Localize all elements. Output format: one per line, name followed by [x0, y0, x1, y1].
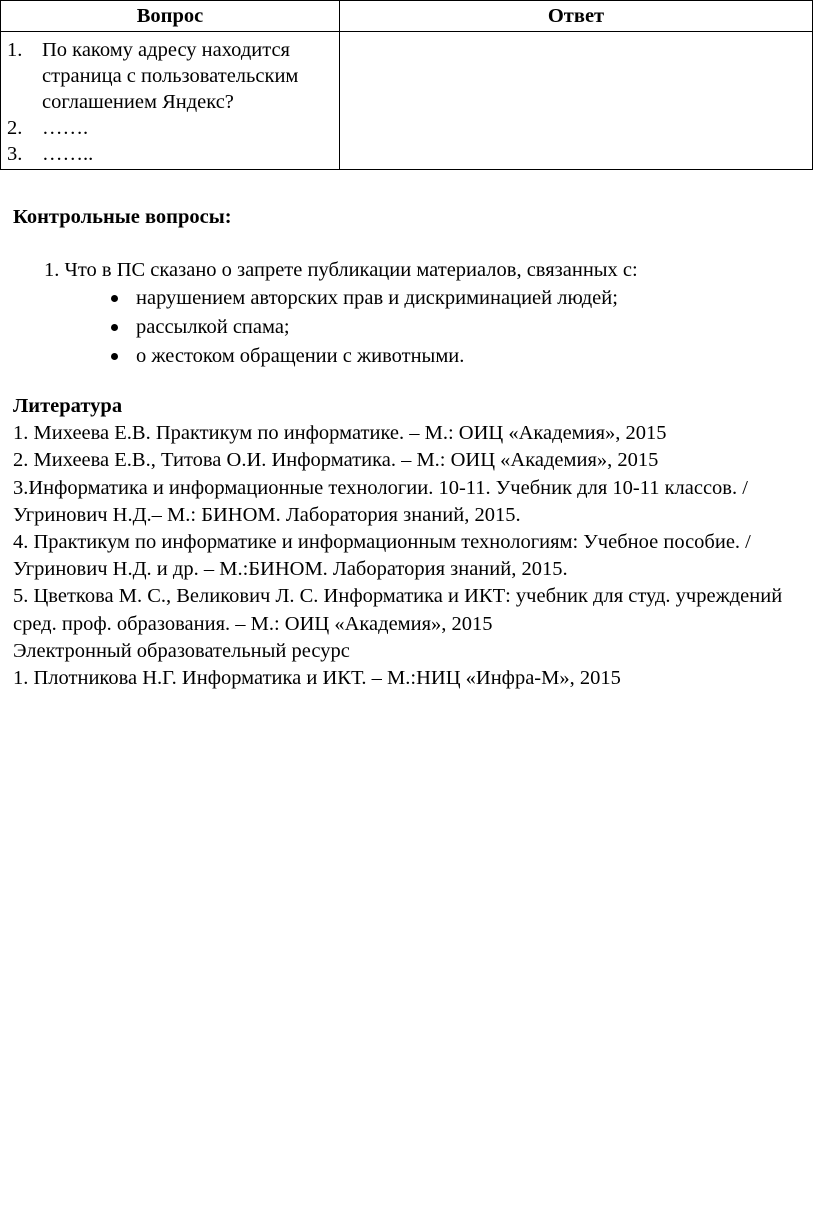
control-questions-section	[13, 203, 803, 371]
electronic-resource-item: 1. Плотникова Н.Г. Информатика и ИКТ. – М.:НИЦ «Инфра-М», 2015	[13, 667, 621, 690]
question-list	[1, 32, 339, 169]
question-number: 3.	[7, 143, 23, 165]
literature-item: 4. Практикум по информатике и информационным технологиям: Учебное пособие. / Угринович Н.Д. и др. – М.:БИНОМ. Лаборатория знаний, 2015.	[13, 531, 751, 581]
electronic-resource-heading: Электронный образовательный ресурс	[13, 639, 350, 662]
bullet-item	[105, 284, 803, 313]
bullet-text: о жестоком обращении с животными.	[136, 345, 465, 367]
bullet-text: нарушением авторских прав и дискриминацией людей;	[136, 287, 618, 309]
literature-item: 1. Михеева Е.В. Практикум по информатике. – М.: ОИЦ «Академия», 2015	[13, 422, 667, 445]
question-item	[7, 141, 333, 167]
literature-item: 2. Михеева Е.В., Титова О.И. Информатика. – М.: ОИЦ «Академия», 2015	[13, 449, 659, 472]
bullet-item	[105, 342, 803, 371]
table-row	[1, 32, 813, 170]
bullet-item	[105, 313, 803, 342]
question-item	[7, 37, 333, 115]
question-cell	[1, 32, 340, 170]
bullet-icon	[105, 284, 136, 313]
control-questions-heading: Контрольные вопросы:	[13, 206, 232, 228]
question-number: 1.	[7, 39, 23, 61]
question-item	[7, 115, 333, 141]
question-column-header: Вопрос	[1, 1, 340, 32]
bullet-icon	[105, 313, 136, 342]
answer-cell[interactable]	[340, 32, 813, 170]
control-question-bullets	[13, 284, 803, 371]
question-number: 2.	[7, 117, 23, 139]
question-text: ……..	[42, 143, 94, 165]
literature-item: 5. Цветкова М. С., Великович Л. С. Информатика и ИКТ: учебник для студ. учреждений сред. проф. образования. – М.: ОИЦ «Академия», 2015	[13, 585, 783, 635]
bullet-text: рассылкой спама;	[136, 316, 290, 338]
question-answer-table	[0, 0, 813, 170]
literature-item: 3.Информатика и информационные технологии. 10-11. Учебник для 10-11 классов. / Угринович Н.Д.– М.: БИНОМ. Лаборатория знаний, 2015.	[13, 476, 748, 526]
answer-column-header: Ответ	[340, 1, 813, 32]
bullet-icon	[105, 342, 136, 371]
table-header-row	[1, 1, 813, 32]
question-text: …….	[42, 117, 89, 139]
question-text: По какому адресу находится страница с пользовательским соглашением Яндекс?	[42, 39, 299, 113]
control-question: 1. Что в ПС сказано о запрете публикации материалов, связанных с:	[44, 259, 638, 281]
literature-heading: Литература	[13, 395, 123, 417]
literature-section	[13, 393, 813, 692]
